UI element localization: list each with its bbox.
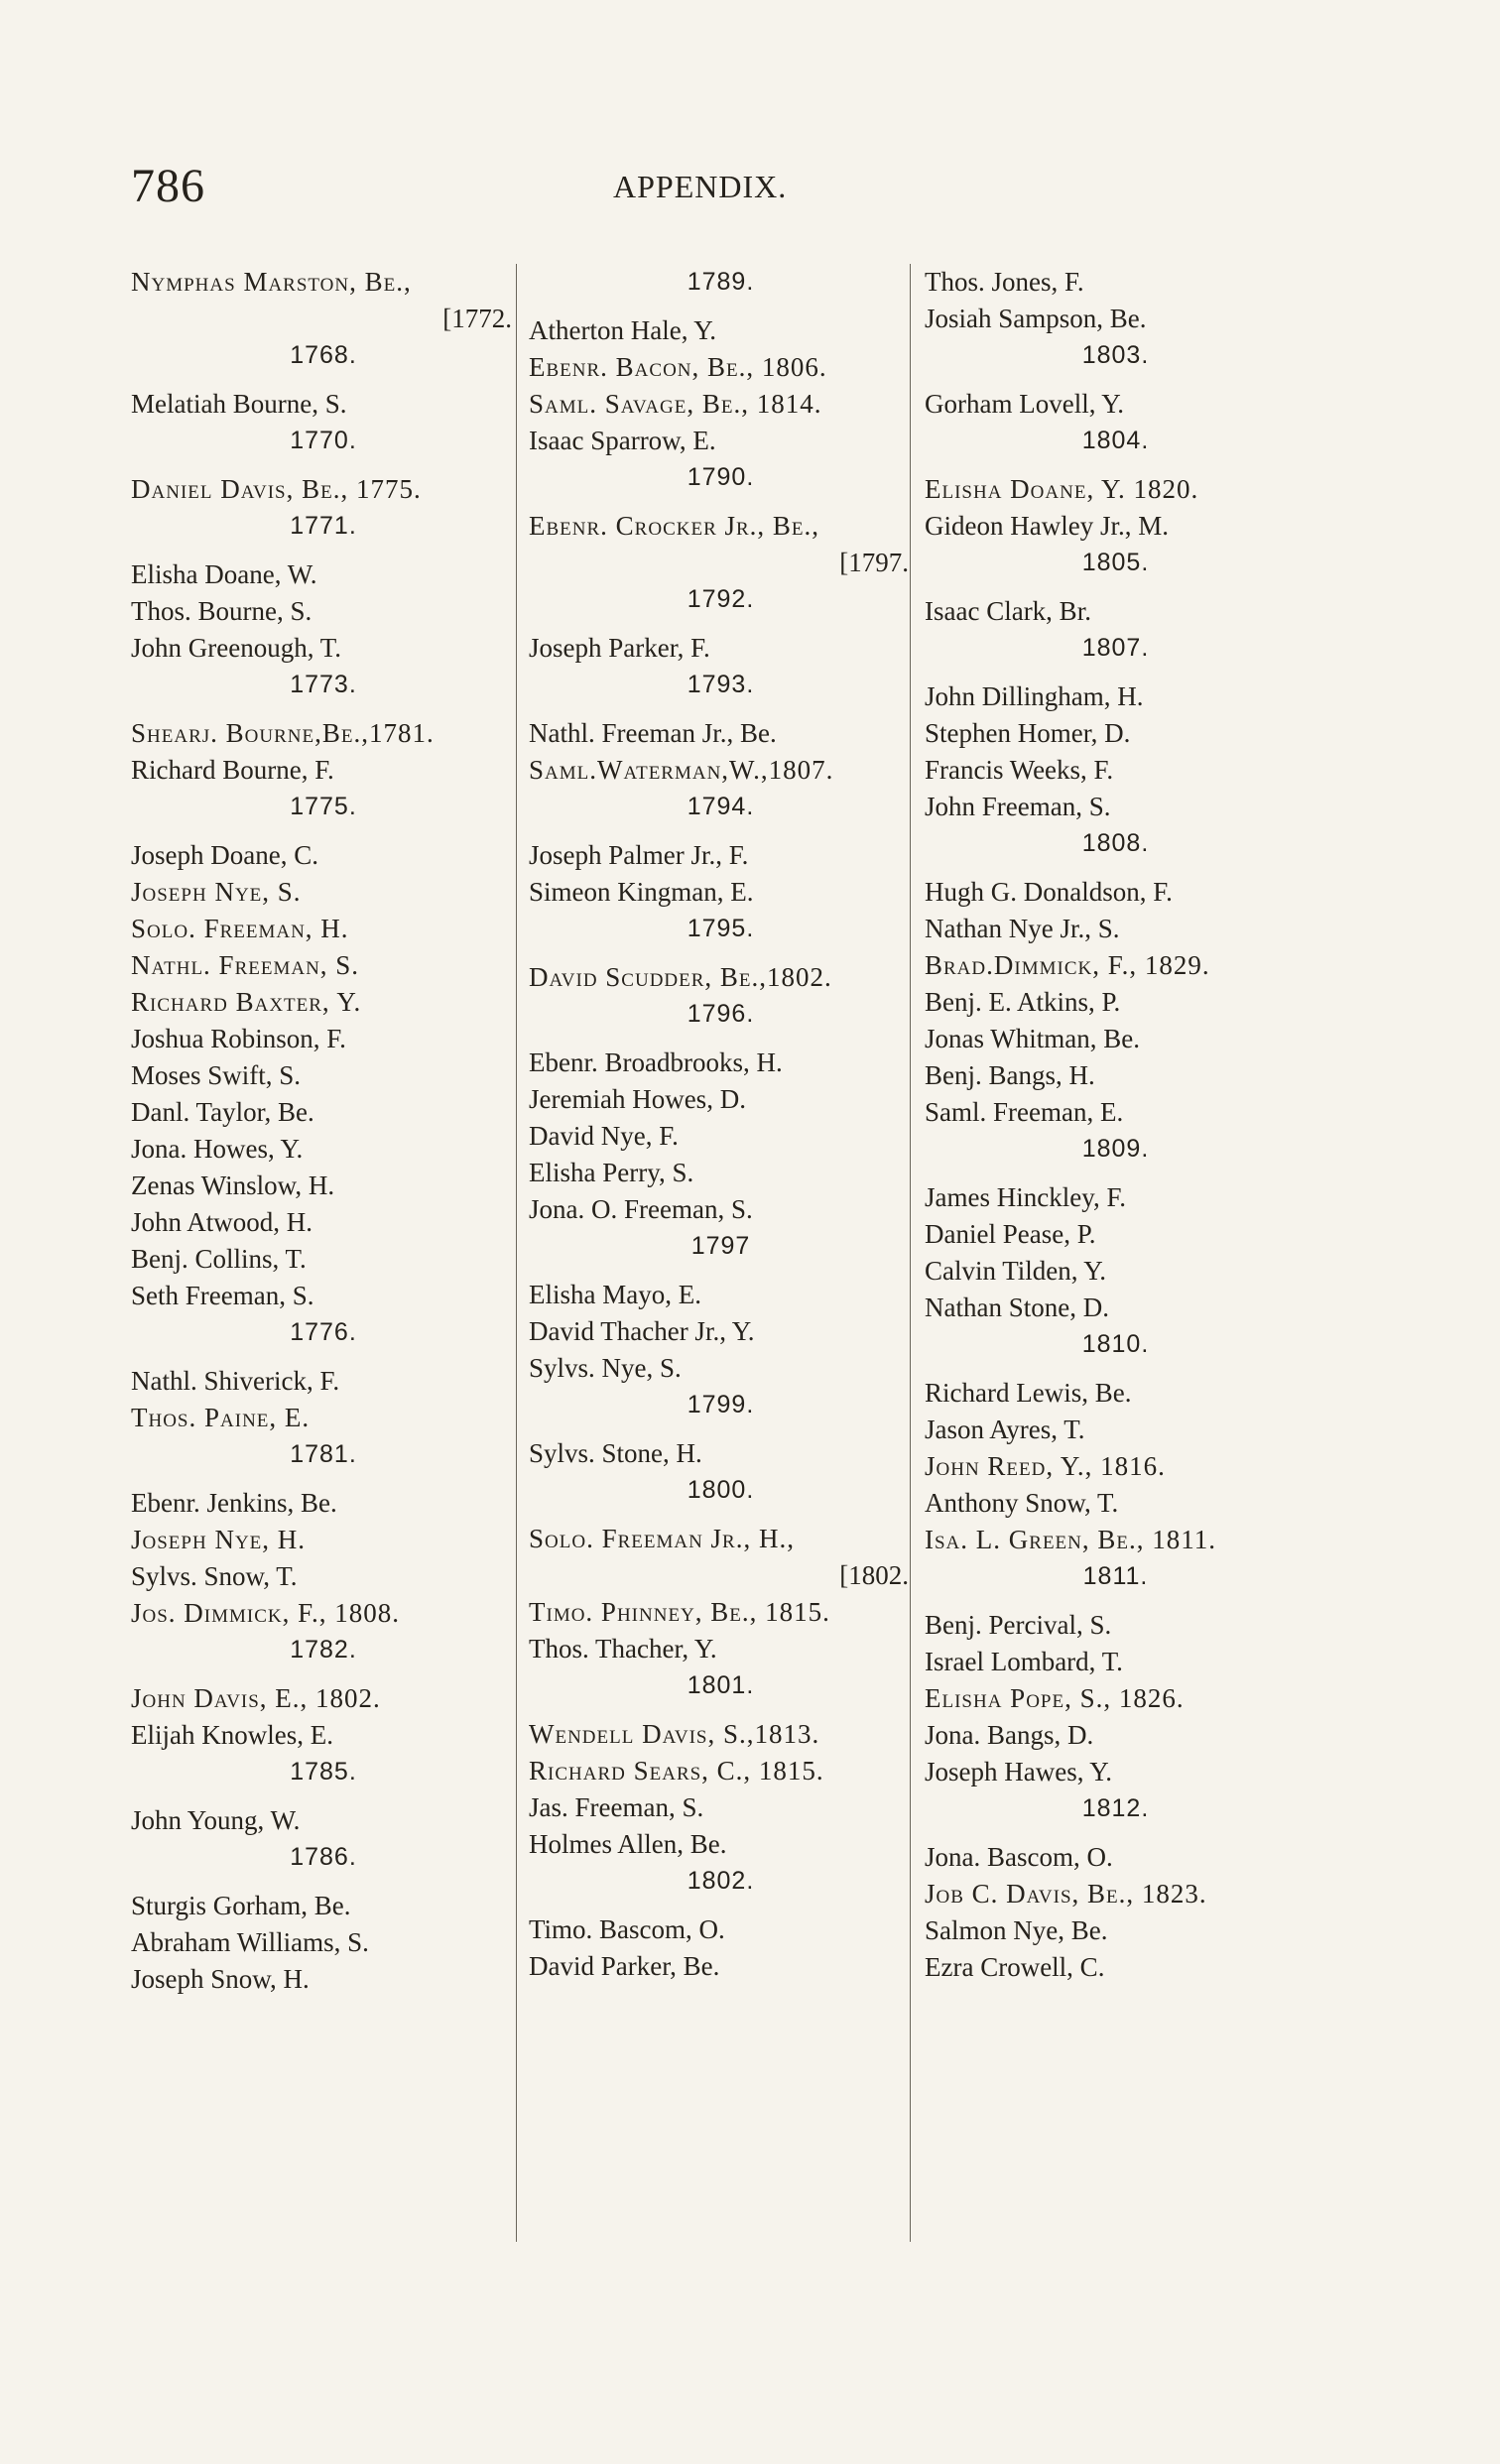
name-entry: Sylvs. Stone, H.: [529, 1438, 702, 1468]
name-entry: Elisha Doane, W.: [131, 559, 317, 589]
year-block: [925, 630, 1307, 825]
name-entry: Joseph Snow, H.: [131, 1964, 310, 1994]
name-entry: Elisha Mayo, E.: [529, 1280, 701, 1309]
year-heading: 1775.: [290, 793, 357, 820]
name-entry: Benj. Percival, S.: [925, 1610, 1112, 1640]
year-heading: 1795.: [687, 915, 755, 942]
year-heading: 1793.: [687, 671, 755, 698]
year-block: [529, 1863, 913, 1985]
name-entry: Danl. Taylor, Be.: [131, 1097, 314, 1127]
year-heading: 1768.: [290, 341, 357, 369]
year-block: [529, 667, 913, 789]
year-block: [131, 1754, 516, 1839]
name-entry: Brad.Dimmick, F., 1829.: [925, 950, 1210, 980]
name-entry: Ebenr. Jenkins, Be.: [131, 1488, 337, 1518]
name-entry: Solo. Freeman Jr., H.,: [529, 1524, 795, 1553]
name-entry: Joseph Hawes, Y.: [925, 1757, 1112, 1786]
year-heading: 1785.: [290, 1758, 357, 1786]
year-heading: 1805.: [1081, 549, 1150, 576]
name-entry: John Greenough, T.: [131, 633, 341, 663]
name-entry: Richard Lewis, Be.: [925, 1378, 1132, 1408]
name-entry: Richard Sears, C., 1815.: [529, 1756, 824, 1786]
year-block: [925, 337, 1307, 423]
name-entry: Isa. L. Green, Be., 1811.: [925, 1525, 1216, 1554]
name-entry: David Thacher Jr., Y.: [529, 1316, 755, 1346]
name-entry: Jason Ayres, T.: [925, 1415, 1085, 1444]
year-block: [131, 264, 516, 337]
name-entry: Richard Baxter, Y.: [131, 987, 362, 1017]
year-block: [131, 337, 516, 423]
year-block: [131, 667, 516, 789]
name-entry: Israel Lombard, T.: [925, 1647, 1123, 1676]
name-entry: Ezra Crowell, C.: [925, 1952, 1105, 1982]
name-entry: Nathl. Freeman, S.: [131, 950, 360, 980]
name-entry: Anthony Snow, T.: [925, 1488, 1119, 1518]
name-entry: Thos. Jones, F.: [925, 267, 1084, 297]
name-entry: Sylvs. Snow, T.: [131, 1561, 298, 1591]
name-entry: Elijah Knowles, E.: [131, 1720, 333, 1750]
name-entry: Holmes Allen, Be.: [529, 1829, 727, 1859]
name-entry: Isaac Sparrow, E.: [529, 426, 716, 455]
name-entry: David Scudder, Be.,1802.: [529, 962, 832, 992]
entry-continuation: [1772.: [442, 304, 512, 333]
year-block: [529, 996, 913, 1228]
name-entry: Daniel Pease, P.: [925, 1219, 1096, 1249]
name-entry: Elisha Perry, S.: [529, 1158, 694, 1187]
name-entry: John Reed, Y., 1816.: [925, 1451, 1166, 1481]
name-entry: Stephen Homer, D.: [925, 718, 1131, 748]
year-block: [925, 1790, 1307, 1986]
name-entry: Jona. Bangs, D.: [925, 1720, 1094, 1750]
year-block: [925, 423, 1307, 545]
name-entry: Job C. Davis, Be., 1823.: [925, 1879, 1207, 1909]
year-block: [529, 1228, 913, 1387]
year-heading: 1812.: [1081, 1794, 1150, 1822]
year-heading: 1800.: [687, 1476, 755, 1504]
name-entry: Joseph Nye, S.: [131, 877, 302, 907]
name-entry: Isaac Clark, Br.: [925, 596, 1091, 626]
name-entry: Solo. Freeman, H.: [131, 914, 349, 943]
name-entry: Joseph Nye, H.: [131, 1525, 307, 1554]
name-entry: John Freeman, S.: [925, 792, 1111, 821]
name-entry: Zenas Winslow, H.: [131, 1170, 335, 1200]
name-entry: Timo. Phinney, Be., 1815.: [529, 1597, 830, 1627]
year-heading: 1773.: [290, 671, 357, 698]
name-entry: Josiah Sampson, Be.: [925, 304, 1147, 333]
name-entry: Elisha Pope, S., 1826.: [925, 1683, 1185, 1713]
year-block: [131, 423, 516, 508]
name-entry: Benj. E. Atkins, P.: [925, 987, 1121, 1017]
name-entry: Jas. Freeman, S.: [529, 1792, 704, 1822]
name-entry: Timo. Bascom, O.: [529, 1914, 725, 1944]
year-heading: 1786.: [290, 1843, 357, 1871]
year-block: [131, 1839, 516, 1998]
page-number: 786: [131, 160, 205, 212]
name-entry: John Atwood, H.: [131, 1207, 313, 1237]
column-3: [910, 264, 1307, 2242]
year-heading: 1796.: [687, 1000, 755, 1028]
year-heading: 1803.: [1081, 341, 1150, 369]
name-entry: Moses Swift, S.: [131, 1060, 302, 1090]
name-entry: Richard Bourne, F.: [131, 755, 334, 785]
name-entry: Hugh G. Donaldson, F.: [925, 877, 1173, 907]
year-heading: 1782.: [290, 1636, 357, 1663]
name-entry: Ebenr. Crocker Jr., Be.,: [529, 511, 820, 541]
name-entry: Benj. Collins, T.: [131, 1244, 307, 1274]
year-heading: 1781.: [290, 1440, 357, 1468]
year-block: [925, 1558, 1307, 1790]
year-heading: 1807.: [1081, 634, 1150, 662]
entry-continuation: [1802.: [839, 1560, 909, 1590]
year-block: [131, 1436, 516, 1632]
name-entry: Calvin Tilden, Y.: [925, 1256, 1107, 1286]
name-entry: Jos. Dimmick, F., 1808.: [131, 1598, 400, 1628]
name-entry: Atherton Hale, Y.: [529, 315, 716, 345]
year-block: [529, 1387, 913, 1472]
year-heading: 1770.: [290, 427, 357, 454]
year-heading: 1811.: [1082, 1562, 1149, 1590]
name-entry: Salmon Nye, Be.: [925, 1915, 1108, 1945]
year-block: [925, 264, 1307, 337]
name-entry: Elisha Doane, Y. 1820.: [925, 474, 1199, 504]
year-heading: 1804.: [1081, 427, 1150, 454]
name-entry: Nathan Stone, D.: [925, 1293, 1109, 1322]
year-block: [925, 825, 1307, 1131]
name-entry: Saml. Savage, Be., 1814.: [529, 389, 822, 419]
name-entry: Simeon Kingman, E.: [529, 877, 754, 907]
name-entry: Joseph Parker, F.: [529, 633, 710, 663]
year-heading: 1808.: [1081, 829, 1150, 857]
year-heading: 1809.: [1081, 1135, 1150, 1163]
name-entry: John Davis, E., 1802.: [131, 1683, 381, 1713]
year-block: [131, 508, 516, 667]
year-heading: 1802.: [687, 1867, 755, 1895]
year-block: [529, 1472, 913, 1667]
name-entry: John Dillingham, H.: [925, 681, 1144, 711]
year-heading: 1801.: [687, 1671, 755, 1699]
year-block: [131, 1314, 516, 1436]
year-heading: 1790.: [687, 463, 755, 491]
name-entry: Melatiah Bourne, S.: [131, 389, 347, 419]
year-heading: 1810.: [1081, 1330, 1150, 1358]
name-entry: Jona. Bascom, O.: [925, 1842, 1113, 1872]
year-block: [131, 1632, 516, 1754]
name-entry: Gideon Hawley Jr., M.: [925, 511, 1169, 541]
column-2: [516, 264, 913, 2242]
name-entry: Gorham Lovell, Y.: [925, 389, 1124, 419]
year-heading: 1794.: [687, 793, 755, 820]
name-entry: Nathan Nye Jr., S.: [925, 914, 1120, 943]
year-block: [529, 459, 913, 581]
name-entry: Nathl. Freeman Jr., Be.: [529, 718, 777, 748]
name-entry: Saml. Freeman, E.: [925, 1097, 1124, 1127]
name-entry: David Parker, Be.: [529, 1951, 720, 1981]
year-block: [925, 1131, 1307, 1326]
name-entry: Joseph Doane, C.: [131, 840, 318, 870]
name-entry: Thos. Thacher, Y.: [529, 1634, 717, 1663]
year-heading: 1789.: [687, 268, 755, 296]
name-entry: Abraham Williams, S.: [131, 1927, 369, 1957]
name-entry: Nymphas Marston, Be.,: [131, 267, 412, 297]
year-block: [925, 545, 1307, 630]
name-entry: Joshua Robinson, F.: [131, 1024, 346, 1053]
name-entry: Shearj. Bourne,Be.,1781.: [131, 718, 435, 748]
name-entry: Jeremiah Howes, D.: [529, 1084, 746, 1114]
running-head: APPENDIX.: [613, 169, 788, 204]
year-block: [529, 789, 913, 911]
year-block: [529, 1667, 913, 1863]
name-entry: James Hinckley, F.: [925, 1182, 1127, 1212]
name-entry: John Young, W.: [131, 1805, 301, 1835]
name-entry: Sturgis Gorham, Be.: [131, 1891, 351, 1920]
name-entry: Nathl. Shiverick, F.: [131, 1366, 340, 1396]
name-entry: Jona. Howes, Y.: [131, 1134, 304, 1164]
name-entry: Francis Weeks, F.: [925, 755, 1114, 785]
year-block: [925, 1326, 1307, 1558]
year-heading: 1797: [690, 1232, 751, 1260]
name-entry: Sylvs. Nye, S.: [529, 1353, 682, 1383]
name-entry: Ebenr. Broadbrooks, H.: [529, 1047, 783, 1077]
year-heading: 1792.: [687, 585, 755, 613]
name-entry: Saml.Waterman,W.,1807.: [529, 755, 834, 785]
name-entry: David Nye, F.: [529, 1121, 679, 1151]
name-entry: Jonas Whitman, Be.: [925, 1024, 1140, 1053]
name-entry: Ebenr. Bacon, Be., 1806.: [529, 352, 827, 382]
name-entry: Seth Freeman, S.: [131, 1281, 314, 1310]
year-block: [529, 581, 913, 667]
name-entry: Thos. Bourne, S.: [131, 596, 312, 626]
year-block: [529, 264, 913, 459]
name-entry: Benj. Bangs, H.: [925, 1060, 1095, 1090]
name-entry: Thos. Paine, E.: [131, 1403, 311, 1432]
year-heading: 1776.: [290, 1318, 357, 1346]
name-entry: Daniel Davis, Be., 1775.: [131, 474, 422, 504]
name-entry: Joseph Palmer Jr., F.: [529, 840, 749, 870]
year-heading: 1771.: [290, 512, 357, 540]
name-entry: Wendell Davis, S.,1813.: [529, 1719, 820, 1749]
year-block: [529, 911, 913, 996]
year-heading: 1799.: [687, 1391, 755, 1418]
entry-continuation: [1797.: [839, 548, 909, 577]
year-block: [131, 789, 516, 1314]
column-1: [131, 264, 516, 1998]
name-entry: Jona. O. Freeman, S.: [529, 1194, 753, 1224]
